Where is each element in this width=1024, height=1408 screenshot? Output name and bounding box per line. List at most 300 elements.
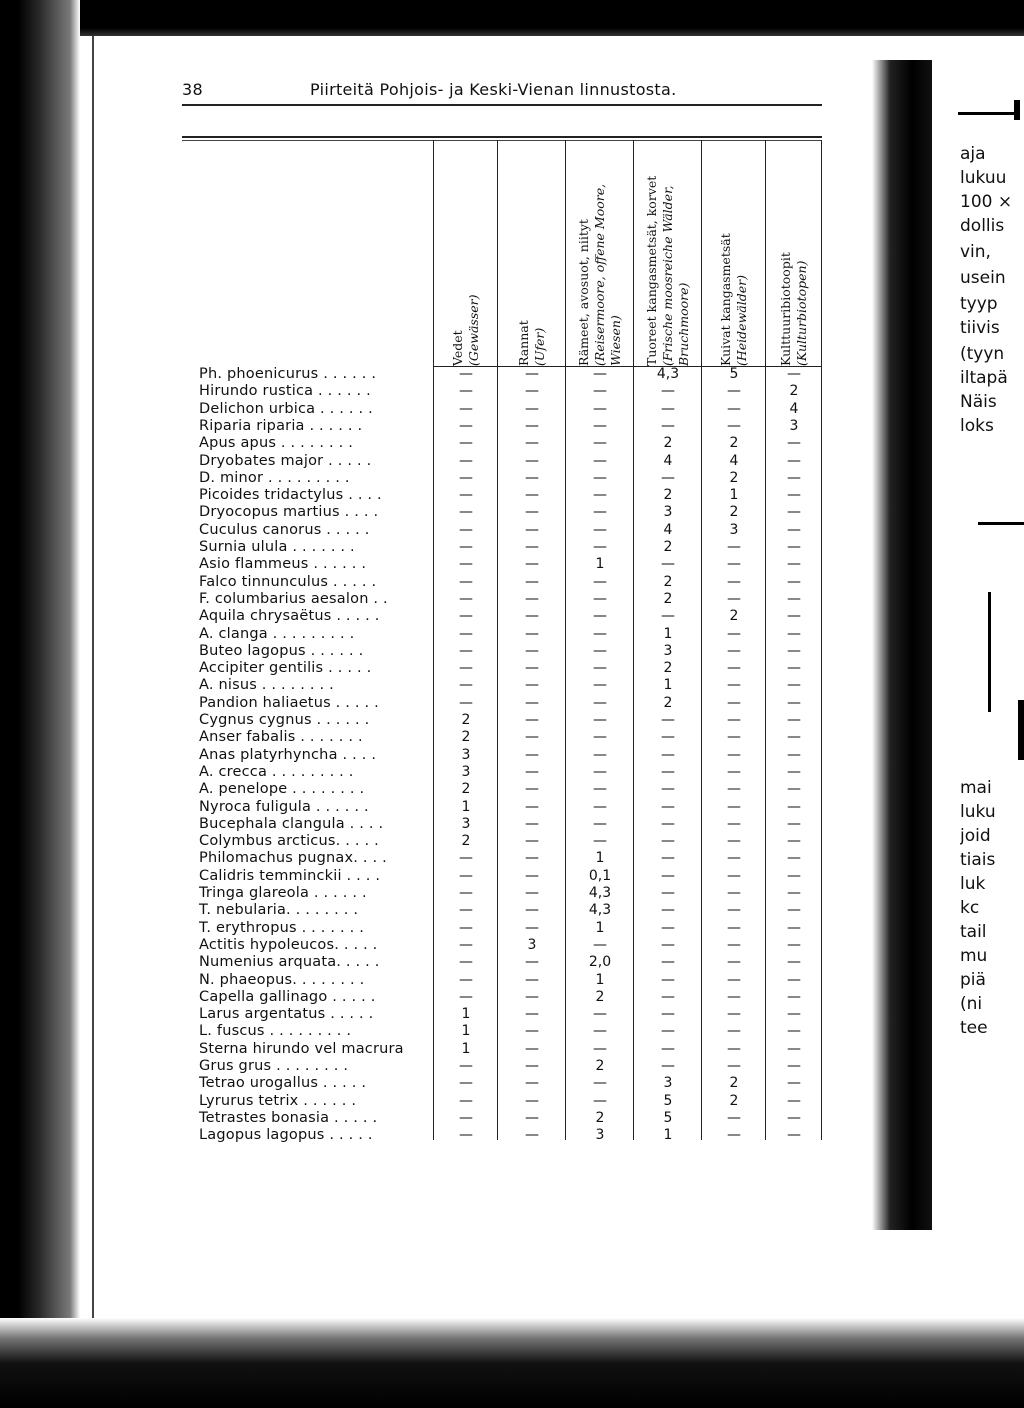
abundance-value: — <box>787 746 801 763</box>
abundance-value: — <box>727 660 741 677</box>
species-name: Cuculus canorus . . . . . <box>199 521 370 538</box>
header-rule <box>182 104 822 106</box>
species-name: Aquila chrysaëtus . . . . . <box>199 608 380 625</box>
abundance-value: — <box>459 469 473 486</box>
abundance-value: — <box>593 1023 607 1040</box>
abundance-value: — <box>787 885 801 901</box>
abundance-value: — <box>525 694 539 711</box>
abundance-value: — <box>727 400 741 417</box>
table-row <box>182 1093 822 1110</box>
abundance-value: 2 <box>729 608 739 625</box>
abundance-value: — <box>593 608 607 625</box>
species-name: Dryobates major . . . . . <box>199 452 372 469</box>
abundance-value: — <box>661 383 675 400</box>
column-header-finnish: Kulttuuribiotoopit <box>778 252 793 366</box>
abundance-value: — <box>727 954 741 971</box>
abundance-value: — <box>661 1006 675 1023</box>
abundance-value: — <box>661 1040 675 1057</box>
table-row <box>182 885 822 902</box>
column-header-finnish: Vedet <box>450 330 465 366</box>
species-name: A. clanga . . . . . . . . . <box>199 625 355 642</box>
abundance-value: — <box>787 815 801 832</box>
abundance-value: 4,3 <box>588 885 612 901</box>
abundance-value: — <box>727 971 741 988</box>
abundance-value: — <box>787 1109 801 1126</box>
abundance-value: — <box>459 366 473 382</box>
abundance-value: — <box>661 556 675 573</box>
adjacent-page-word: 100 × <box>960 192 1013 212</box>
abundance-value: — <box>593 712 607 728</box>
abundance-value: — <box>525 1092 539 1109</box>
abundance-value: — <box>459 487 473 504</box>
abundance-value: — <box>727 383 741 400</box>
species-name: Larus argentatus . . . . . <box>199 1006 374 1023</box>
table-row <box>182 1127 822 1144</box>
abundance-value: 2 <box>663 573 673 590</box>
abundance-value: — <box>661 798 675 815</box>
column-header-german: (Kulturbiotopen) <box>794 260 809 366</box>
abundance-value: 3 <box>461 763 471 780</box>
abundance-value: — <box>459 936 473 953</box>
column-header <box>450 295 482 367</box>
abundance-value: — <box>661 469 675 486</box>
abundance-value: — <box>525 798 539 815</box>
species-name: Tetrao urogallus . . . . . <box>199 1075 367 1092</box>
abundance-value: — <box>787 469 801 486</box>
abundance-value: — <box>727 763 741 780</box>
abundance-value: — <box>525 383 539 400</box>
abundance-value: — <box>727 919 741 936</box>
table-row <box>182 816 822 833</box>
table-row <box>182 764 822 781</box>
abundance-value: — <box>593 798 607 815</box>
page-gutter <box>872 60 932 1230</box>
species-name: Bucephala clangula . . . . <box>199 815 384 832</box>
abundance-value: 3 <box>461 746 471 763</box>
abundance-value: — <box>459 383 473 400</box>
abundance-value: — <box>593 539 607 555</box>
table-row <box>182 677 822 694</box>
abundance-value: — <box>727 867 741 884</box>
abundance-value: 3 <box>729 521 739 538</box>
table-row <box>182 712 822 729</box>
abundance-value: — <box>727 885 741 901</box>
abundance-value: — <box>525 556 539 573</box>
abundance-value: 2 <box>729 504 739 521</box>
abundance-value: — <box>727 1058 741 1074</box>
abundance-value: — <box>661 902 675 919</box>
scan-border-left <box>0 0 80 1408</box>
abundance-value: 3 <box>461 815 471 832</box>
species-name: Asio flammeus . . . . . . <box>199 556 367 573</box>
abundance-value: — <box>787 798 801 815</box>
species-name: Numenius arquata. . . . . <box>199 954 380 971</box>
abundance-value: 1 <box>663 625 673 642</box>
table-row <box>182 643 822 660</box>
abundance-value: — <box>787 660 801 677</box>
species-name: Colymbus arcticus. . . . . <box>199 833 379 850</box>
species-name: Lyrurus tetrix . . . . . . <box>199 1092 357 1109</box>
abundance-value: — <box>459 417 473 434</box>
abundance-value: — <box>727 677 741 694</box>
abundance-value: — <box>459 625 473 642</box>
abundance-value: — <box>459 660 473 677</box>
abundance-value: — <box>661 867 675 884</box>
abundance-value: 4 <box>729 452 739 469</box>
abundance-value: — <box>727 712 741 728</box>
abundance-value: — <box>593 660 607 677</box>
abundance-value: — <box>727 625 741 642</box>
abundance-value: — <box>787 833 801 850</box>
abundance-value: 1 <box>461 798 471 815</box>
abundance-value: — <box>525 400 539 417</box>
species-name: D. minor . . . . . . . . . <box>199 469 350 486</box>
species-name: Cygnus cygnus . . . . . . <box>199 712 370 728</box>
adjacent-page-rule <box>1018 700 1024 760</box>
adjacent-page-word: lukuu <box>960 168 1007 188</box>
abundance-value: — <box>787 573 801 590</box>
abundance-value: — <box>593 1075 607 1092</box>
abundance-value: — <box>727 573 741 590</box>
abundance-value: — <box>593 590 607 607</box>
abundance-value: — <box>525 1040 539 1057</box>
column-header-finnish: Rämeet, avosuot, niityt <box>576 219 591 366</box>
abundance-value: — <box>525 417 539 434</box>
abundance-value: — <box>525 625 539 642</box>
abundance-value: — <box>593 729 607 746</box>
table-row <box>182 574 822 591</box>
table-row <box>182 1041 822 1058</box>
abundance-value: — <box>787 435 801 452</box>
abundance-value: — <box>525 677 539 694</box>
abundance-value: — <box>459 1058 473 1074</box>
table-row <box>182 920 822 937</box>
table-row <box>182 781 822 798</box>
abundance-value: — <box>727 936 741 953</box>
abundance-value: 0,1 <box>588 867 612 884</box>
table-row <box>182 1006 822 1023</box>
column-header <box>718 233 750 366</box>
abundance-value: — <box>525 1127 539 1144</box>
abundance-value: — <box>661 746 675 763</box>
abundance-value: — <box>727 729 741 746</box>
abundance-value: — <box>525 867 539 884</box>
abundance-value: — <box>661 729 675 746</box>
adjacent-page-word: luk <box>960 874 986 894</box>
adjacent-page-rule <box>958 112 1018 115</box>
abundance-value: — <box>787 1092 801 1109</box>
table-row <box>182 747 822 764</box>
abundance-value: — <box>593 487 607 504</box>
abundance-value: — <box>525 1006 539 1023</box>
abundance-value: — <box>459 919 473 936</box>
abundance-value: 1 <box>461 1040 471 1057</box>
abundance-value: — <box>787 971 801 988</box>
table-row <box>182 401 822 418</box>
adjacent-page-word: kc <box>960 898 980 918</box>
table-top-rule <box>182 136 822 138</box>
table-row <box>182 729 822 746</box>
column-header-finnish: Rannat <box>516 320 531 366</box>
adjacent-page-word: dollis <box>960 216 1005 236</box>
table-row <box>182 487 822 504</box>
abundance-value: — <box>593 694 607 711</box>
abundance-value: — <box>593 366 607 382</box>
abundance-value: — <box>661 417 675 434</box>
abundance-value: 2 <box>663 660 673 677</box>
column-header-german: (Reisermoore, offene Moore, <box>592 183 607 366</box>
abundance-value: — <box>459 988 473 1005</box>
abundance-value: — <box>593 763 607 780</box>
abundance-value: — <box>593 936 607 953</box>
abundance-value: — <box>525 954 539 971</box>
abundance-value: — <box>787 1040 801 1057</box>
column-header <box>576 184 624 366</box>
species-name: Nyroca fuligula . . . . . . <box>199 798 369 815</box>
abundance-value: — <box>787 590 801 607</box>
abundance-value: — <box>661 919 675 936</box>
table-row <box>182 937 822 954</box>
abundance-value: — <box>661 833 675 850</box>
abundance-value: — <box>787 988 801 1005</box>
abundance-value: — <box>787 677 801 694</box>
abundance-value: — <box>459 677 473 694</box>
abundance-value: 5 <box>729 366 739 382</box>
abundance-value: — <box>787 608 801 625</box>
column-header <box>644 176 692 366</box>
table-row <box>182 591 822 608</box>
adjacent-page-word: Näis <box>960 392 997 412</box>
abundance-value: — <box>525 504 539 521</box>
species-name: Actitis hypoleucos. . . . . <box>199 936 378 953</box>
abundance-value: 2 <box>461 781 471 798</box>
abundance-value: — <box>593 469 607 486</box>
abundance-value: — <box>661 815 675 832</box>
abundance-value: — <box>787 867 801 884</box>
species-name: Delichon urbica . . . . . . <box>199 400 373 417</box>
table-row <box>182 418 822 435</box>
abundance-value: 1 <box>729 487 739 504</box>
species-name: T. nebularia. . . . . . . . <box>199 902 359 919</box>
abundance-value: — <box>593 452 607 469</box>
species-name: Anser fabalis . . . . . . . <box>199 729 363 746</box>
abundance-value: — <box>661 712 675 728</box>
table-row <box>182 799 822 816</box>
abundance-value: — <box>593 400 607 417</box>
adjacent-page-word: mai <box>960 778 992 798</box>
abundance-value: — <box>661 781 675 798</box>
abundance-value: — <box>787 1006 801 1023</box>
table-row <box>182 868 822 885</box>
table-row <box>182 695 822 712</box>
abundance-value: — <box>787 366 801 382</box>
table-row <box>182 522 822 539</box>
abundance-value: 2 <box>663 694 673 711</box>
abundance-value: — <box>525 1023 539 1040</box>
abundance-value: — <box>787 556 801 573</box>
abundance-value: — <box>593 625 607 642</box>
abundance-value: — <box>787 625 801 642</box>
abundance-value: — <box>787 781 801 798</box>
abundance-value: — <box>787 694 801 711</box>
abundance-value: 2 <box>663 435 673 452</box>
abundance-value: — <box>787 850 801 867</box>
abundance-value: — <box>459 954 473 971</box>
abundance-value: — <box>525 919 539 936</box>
species-name: Accipiter gentilis . . . . . <box>199 660 372 677</box>
abundance-value: — <box>787 763 801 780</box>
table-row <box>182 453 822 470</box>
species-name: Calidris temminckii . . . . <box>199 867 381 884</box>
abundance-value: — <box>593 435 607 452</box>
adjacent-page-word: (tyyn <box>960 344 1005 364</box>
scan-border-bottom <box>0 1318 1024 1408</box>
abundance-value: — <box>787 1075 801 1092</box>
abundance-value: — <box>525 833 539 850</box>
species-name: Surnia ulula . . . . . . . <box>199 539 355 555</box>
abundance-value: — <box>459 504 473 521</box>
abundance-value: 4 <box>663 521 673 538</box>
abundance-value: — <box>661 608 675 625</box>
abundance-value: — <box>727 815 741 832</box>
species-name: N. phaeopus. . . . . . . . <box>199 971 365 988</box>
abundance-value: — <box>525 469 539 486</box>
species-name: Tringa glareola . . . . . . <box>199 885 367 901</box>
abundance-value: — <box>727 1127 741 1144</box>
abundance-value: — <box>727 694 741 711</box>
abundance-value: — <box>661 763 675 780</box>
species-name: A. penelope . . . . . . . . <box>199 781 365 798</box>
table-row <box>182 850 822 867</box>
abundance-value: — <box>459 1127 473 1144</box>
abundance-value: 1 <box>595 919 605 936</box>
abundance-value: — <box>459 1075 473 1092</box>
abundance-value: — <box>593 815 607 832</box>
abundance-value: — <box>593 504 607 521</box>
abundance-value: — <box>525 642 539 659</box>
column-header-german-cont: Wiesen) <box>608 315 623 366</box>
adjacent-page-rule <box>978 522 1024 525</box>
adjacent-page-word: iltapä <box>960 368 1008 388</box>
abundance-value: — <box>787 712 801 728</box>
abundance-value: 5 <box>663 1109 673 1126</box>
abundance-value: — <box>787 642 801 659</box>
table-row <box>182 660 822 677</box>
abundance-value: — <box>787 452 801 469</box>
species-name: Picoides tridactylus . . . . <box>199 487 382 504</box>
abundance-value: — <box>459 1092 473 1109</box>
abundance-value: — <box>525 763 539 780</box>
table-row <box>182 954 822 971</box>
abundance-value: 2 <box>729 1092 739 1109</box>
species-name: Grus grus . . . . . . . . <box>199 1058 349 1074</box>
abundance-value: — <box>787 919 801 936</box>
table-row <box>182 1023 822 1040</box>
abundance-value: — <box>459 608 473 625</box>
abundance-value: — <box>787 504 801 521</box>
table-row <box>182 989 822 1006</box>
abundance-value: 3 <box>663 642 673 659</box>
species-name: Riparia riparia . . . . . . <box>199 417 363 434</box>
abundance-value: — <box>727 539 741 555</box>
abundance-value: — <box>525 729 539 746</box>
abundance-value: — <box>459 694 473 711</box>
species-name: Ph. phoenicurus . . . . . . <box>199 366 377 382</box>
abundance-value: — <box>727 1109 741 1126</box>
abundance-value: — <box>661 400 675 417</box>
table-row <box>182 833 822 850</box>
abundance-value: — <box>459 573 473 590</box>
abundance-value: — <box>525 746 539 763</box>
abundance-value: 1 <box>595 971 605 988</box>
abundance-value: 3 <box>595 1127 605 1144</box>
table-row <box>182 1075 822 1092</box>
abundance-value: 1 <box>663 1127 673 1144</box>
abundance-value: — <box>727 1040 741 1057</box>
species-name: Hirundo rustica . . . . . . <box>199 383 371 400</box>
abundance-value: — <box>459 539 473 555</box>
table-row <box>182 1058 822 1075</box>
adjacent-page-word: aja <box>960 144 986 164</box>
abundance-value: — <box>661 954 675 971</box>
abundance-value: — <box>787 1058 801 1074</box>
abundance-value: — <box>787 521 801 538</box>
abundance-value: — <box>525 521 539 538</box>
abundance-value: — <box>727 590 741 607</box>
species-name: Capella gallinago . . . . . <box>199 988 376 1005</box>
abundance-value: — <box>525 971 539 988</box>
abundance-value: — <box>727 988 741 1005</box>
abundance-value: — <box>661 885 675 901</box>
abundance-value: — <box>727 850 741 867</box>
abundance-value: — <box>525 1109 539 1126</box>
table-row <box>182 470 822 487</box>
abundance-value: — <box>525 850 539 867</box>
adjacent-page-word: piä <box>960 970 986 990</box>
abundance-value: 2 <box>789 383 799 400</box>
adjacent-page-word: tiais <box>960 850 996 870</box>
abundance-value: 2 <box>663 487 673 504</box>
abundance-value: — <box>525 590 539 607</box>
adjacent-page-rule <box>988 592 991 712</box>
species-name: Tetrastes bonasia . . . . . <box>199 1109 378 1126</box>
abundance-value: 2 <box>461 729 471 746</box>
abundance-value: — <box>525 660 539 677</box>
abundance-value: — <box>459 435 473 452</box>
species-name: Pandion haliaetus . . . . . <box>199 694 379 711</box>
adjacent-page-word: luku <box>960 802 996 822</box>
abundance-value: — <box>727 902 741 919</box>
abundance-value: — <box>459 452 473 469</box>
abundance-value: — <box>661 988 675 1005</box>
species-name: Falco tinnunculus . . . . . <box>199 573 377 590</box>
table-row <box>182 626 822 643</box>
abundance-value: — <box>787 1127 801 1144</box>
abundance-value: — <box>525 435 539 452</box>
adjacent-page-word: tiivis <box>960 318 1000 338</box>
adjacent-page-word: vin, <box>960 242 991 262</box>
column-header-finnish: Kuivat kangasmetsät <box>718 233 733 366</box>
abundance-value: — <box>459 850 473 867</box>
abundance-value: — <box>727 642 741 659</box>
abundance-value: — <box>727 746 741 763</box>
abundance-value: 1 <box>461 1006 471 1023</box>
table-row <box>182 504 822 521</box>
species-name: Lagopus lagopus . . . . . <box>199 1127 373 1144</box>
column-header <box>778 252 810 366</box>
abundance-value: — <box>459 971 473 988</box>
abundance-value: 2 <box>729 435 739 452</box>
